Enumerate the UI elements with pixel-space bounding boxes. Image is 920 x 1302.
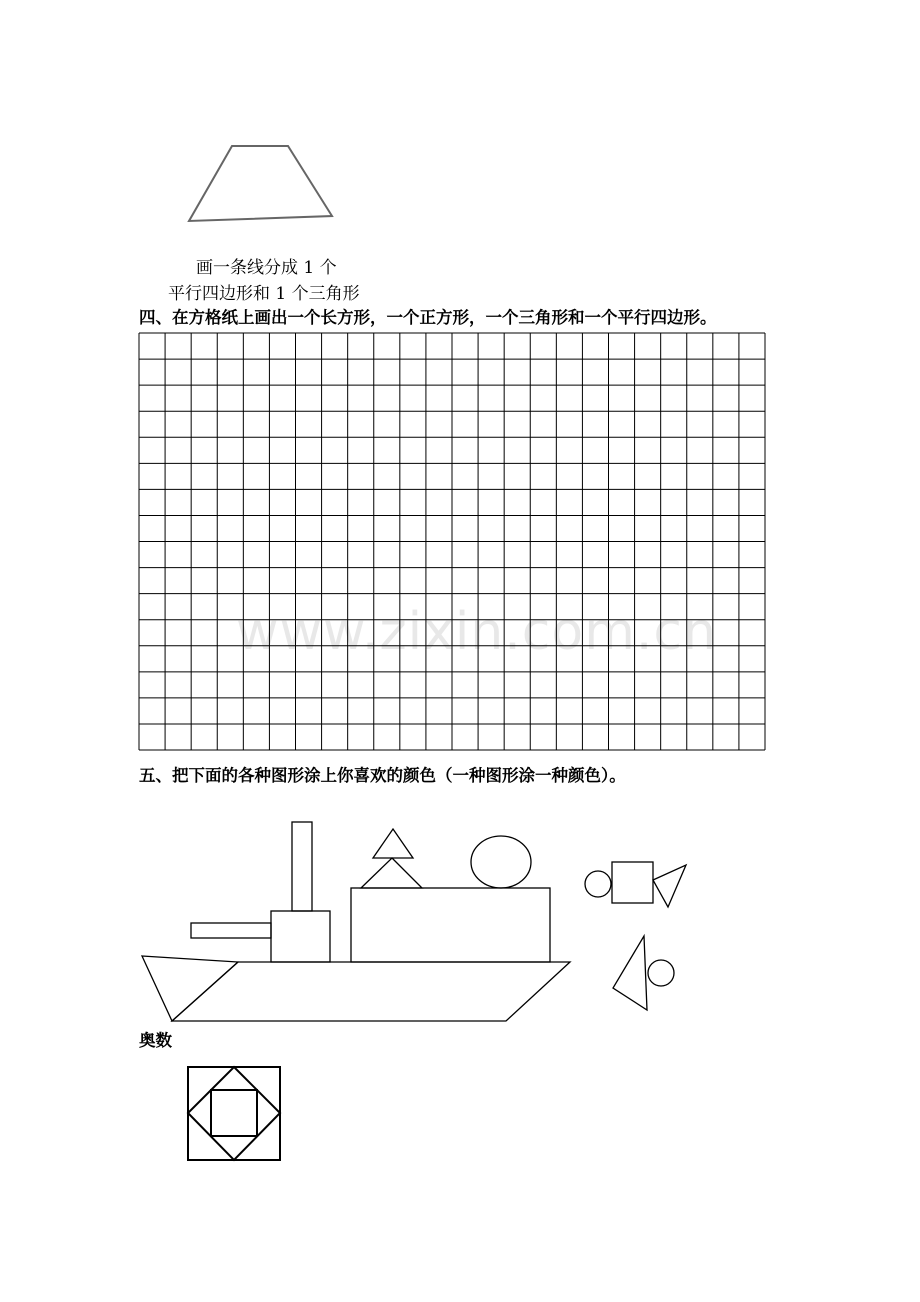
olympiad-title: 奥数	[139, 1031, 172, 1050]
trapezoid-caption-line1: 画一条线分成 1 个	[196, 258, 337, 278]
watermark: www.zixin.com.cn	[236, 602, 717, 662]
diamond-square	[188, 1067, 280, 1160]
outer-square	[188, 1067, 280, 1160]
inner-square	[211, 1090, 257, 1136]
section5-title: 五、把下面的各种图形涂上你喜欢的颜色（一种图形涂一种颜色）。	[139, 766, 626, 785]
trapezoid-caption-line2: 平行四边形和 1 个三角形	[168, 284, 360, 304]
section4-title: 四、在方格纸上画出一个长方形，一个正方形，一个三角形和一个平行四边形。	[139, 308, 717, 327]
